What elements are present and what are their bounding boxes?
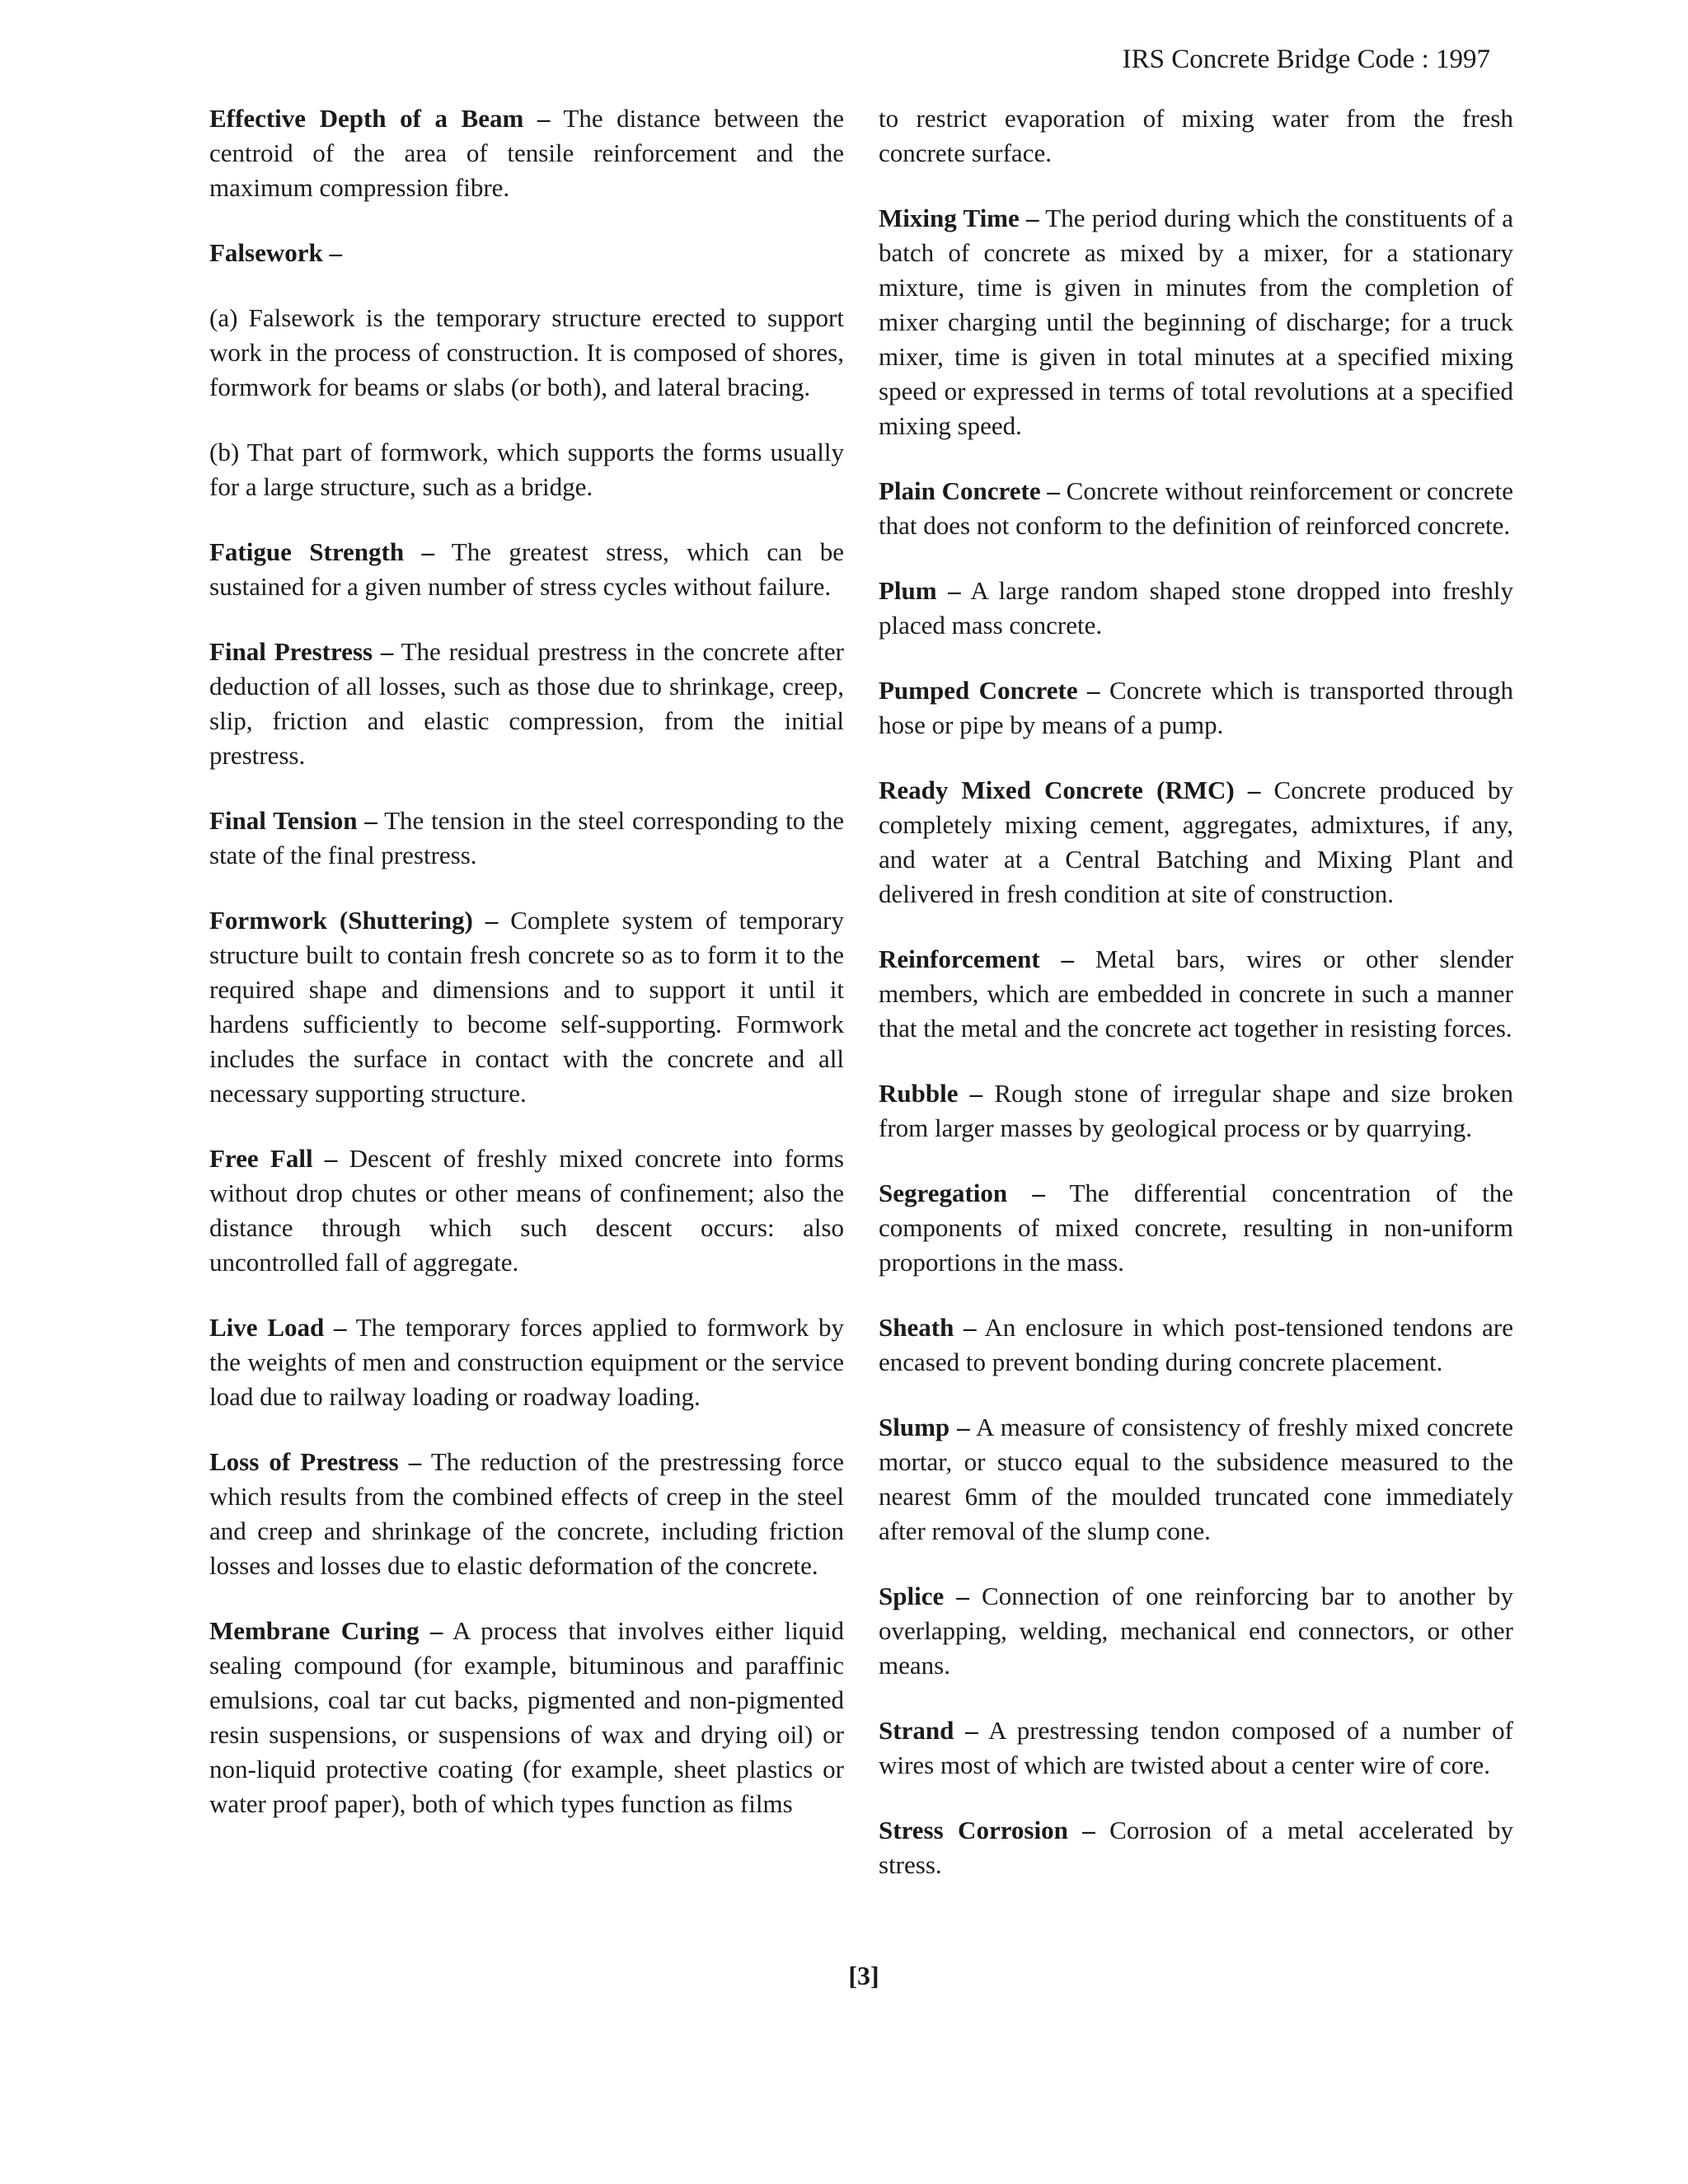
term: Pumped Concrete –	[879, 676, 1100, 705]
term: Membrane Curing –	[209, 1616, 443, 1645]
term: Ready Mixed Concrete (RMC) –	[879, 776, 1261, 804]
definition-entry	[879, 1813, 1513, 1882]
term: Loss of Prestress –	[209, 1447, 422, 1476]
definition: The residual prestress in the concrete after deduction of all losses, such as those due to shrinkage, creep, slip, friction and elastic compression, from the initial prestress.	[209, 637, 844, 770]
term: Slump –	[879, 1413, 970, 1441]
definition: The temporary forces applied to formwork by the weights of men and construction equipment or the service load due to railway loading or roadway loading.	[209, 1313, 844, 1411]
definition: The period during which the constituents of a batch of concrete as mixed by a mixer, for a stationary mixture, time is given in minutes from the completion of mixer charging until the beginning of discharge; for a truck mixer, time is given in total minutes at a specified mixing speed or expressed in terms of total revolutions at a specified mixing speed.	[879, 204, 1513, 440]
definition-entry	[879, 1713, 1513, 1783]
definition-entry	[879, 1176, 1513, 1280]
definition-entry	[879, 1076, 1513, 1146]
definition: The greatest stress, which can be sustained for a given number of stress cycles without failure.	[209, 537, 844, 601]
definition: A large random shaped stone dropped into freshly placed mass concrete.	[879, 576, 1513, 640]
definition: A measure of consistency of freshly mixed concrete mortar, or stucco equal to the subsidence measured to the nearest 6mm of the moulded truncated cone immediately after removal of the slump cone.	[879, 1413, 1513, 1545]
term: Plain Concrete –	[879, 476, 1060, 505]
term: Final Prestress –	[209, 637, 394, 666]
definition-entry	[879, 773, 1513, 912]
definition-subitem: (b) That part of formwork, which supports the forms usually for a large structure, such as a bridge.	[209, 438, 844, 501]
definition-entry	[879, 474, 1513, 543]
term: Plum –	[879, 576, 961, 605]
definition-entry	[209, 101, 844, 205]
definition: A prestressing tendon composed of a number of wires most of which are twisted about a center wire of core.	[879, 1716, 1514, 1779]
term: Free Fall –	[209, 1144, 338, 1173]
definition: Metal bars, wires or other slender members, which are embedded in concrete in such a manner that the metal and the concrete act together in resisting forces.	[879, 944, 1514, 1043]
running-header: IRS Concrete Bridge Code : 1997	[1122, 45, 1490, 74]
term: Reinforcement –	[879, 944, 1075, 973]
definition: A process that involves either liquid sealing compound (for example, bituminous and paraffinic emulsions, coal tar cut backs, pigmented and non-pigmented resin suspensions, or suspensions of wax and drying oil) or non-liquid protective coating (for example, sheet plastics or water proof paper), both of which types function as films	[209, 1616, 844, 1818]
definition-entry	[879, 1410, 1513, 1549]
definition-entry	[879, 574, 1513, 643]
definition: Corrosion of a metal accelerated by stress.	[879, 1816, 1514, 1879]
term: Stress Corrosion –	[879, 1816, 1095, 1844]
definition-entry	[879, 942, 1513, 1046]
definition: The tension in the steel corresponding to the state of the final prestress.	[209, 806, 844, 869]
term: Segregation –	[879, 1179, 1045, 1207]
term: Splice –	[879, 1582, 969, 1610]
definition: Descent of freshly mixed concrete into forms without drop chutes or other means of confinement; also the distance through which such descent occurs: also uncontrolled fall of aggregate.	[209, 1144, 844, 1277]
definition-entry	[209, 804, 844, 873]
definition-entry	[209, 1614, 844, 1821]
term: Sheath –	[879, 1313, 977, 1342]
definition-entry	[209, 1445, 844, 1583]
definition: Connection of one reinforcing bar to another by overlapping, welding, mechanical end connectors, or other means.	[879, 1582, 1513, 1680]
definition: Concrete which is transported through hose or pipe by means of a pump.	[879, 676, 1514, 739]
definition-entry	[209, 903, 844, 1111]
term: Live Load –	[209, 1313, 347, 1342]
term: Strand –	[879, 1716, 978, 1745]
left-column	[209, 101, 844, 1852]
term: Final Tension –	[209, 806, 377, 835]
definition-subitem: (a) Falsework is the temporary structure erected to support work in the process of construction. It is composed of shores, formwork for beams or slabs (or both), and lateral bracing.	[209, 303, 844, 401]
definition: Concrete without reinforcement or concrete that does not conform to the definition of reinforced concrete.	[879, 476, 1513, 540]
definition-entry	[209, 535, 844, 604]
definition: Rough stone of irregular shape and size broken from larger masses by geological process or by quarrying.	[879, 1079, 1514, 1142]
term: Rubble –	[879, 1079, 983, 1108]
definition: The reduction of the prestressing force which results from the combined effects of creep in the steel and creep and shrinkage of the concrete, including friction losses and losses due to elastic deformation of the concrete.	[209, 1447, 844, 1580]
term: Mixing Time –	[879, 204, 1039, 232]
definition: Complete system of temporary structure built to contain fresh concrete so as to form it to the required shape and dimensions and to support it until it hardens sufficiently to become self-supporting. Formwork includes the surface in contact with the concrete and all necessary supporting structure.	[209, 906, 845, 1108]
page-number: [3]	[848, 1961, 879, 1990]
definition-entry	[209, 635, 844, 773]
definition-entry	[209, 1141, 844, 1280]
definition-entry	[879, 1579, 1513, 1683]
definition-entry	[209, 1310, 844, 1414]
definition-continuation: to restrict evaporation of mixing water from the fresh concrete surface.	[879, 104, 1513, 167]
right-column	[879, 101, 1513, 1913]
definition: The distance between the centroid of the area of tensile reinforcement and the maximum compression fibre.	[209, 104, 844, 202]
definition-entry	[879, 1310, 1513, 1380]
term: Fatigue Strength –	[209, 537, 434, 566]
definition-entry	[879, 201, 1513, 443]
definition: Concrete produced by completely mixing cement, aggregates, admixtures, if any, and water at a Central Batching and Mixing Plant and delivered in fresh condition at site of construction.	[879, 776, 1514, 908]
term: Effective Depth of a Beam –	[209, 104, 551, 133]
definition-entry	[209, 236, 844, 270]
definition-entry	[879, 673, 1513, 743]
definition: An enclosure in which post-tensioned tendons are encased to prevent bonding during concrete placement.	[879, 1313, 1513, 1376]
term: Falsework –	[209, 238, 343, 267]
definition: The differential concentration of the components of mixed concrete, resulting in non-uniform proportions in the mass.	[879, 1179, 1513, 1277]
term: Formwork (Shuttering) –	[209, 906, 499, 935]
